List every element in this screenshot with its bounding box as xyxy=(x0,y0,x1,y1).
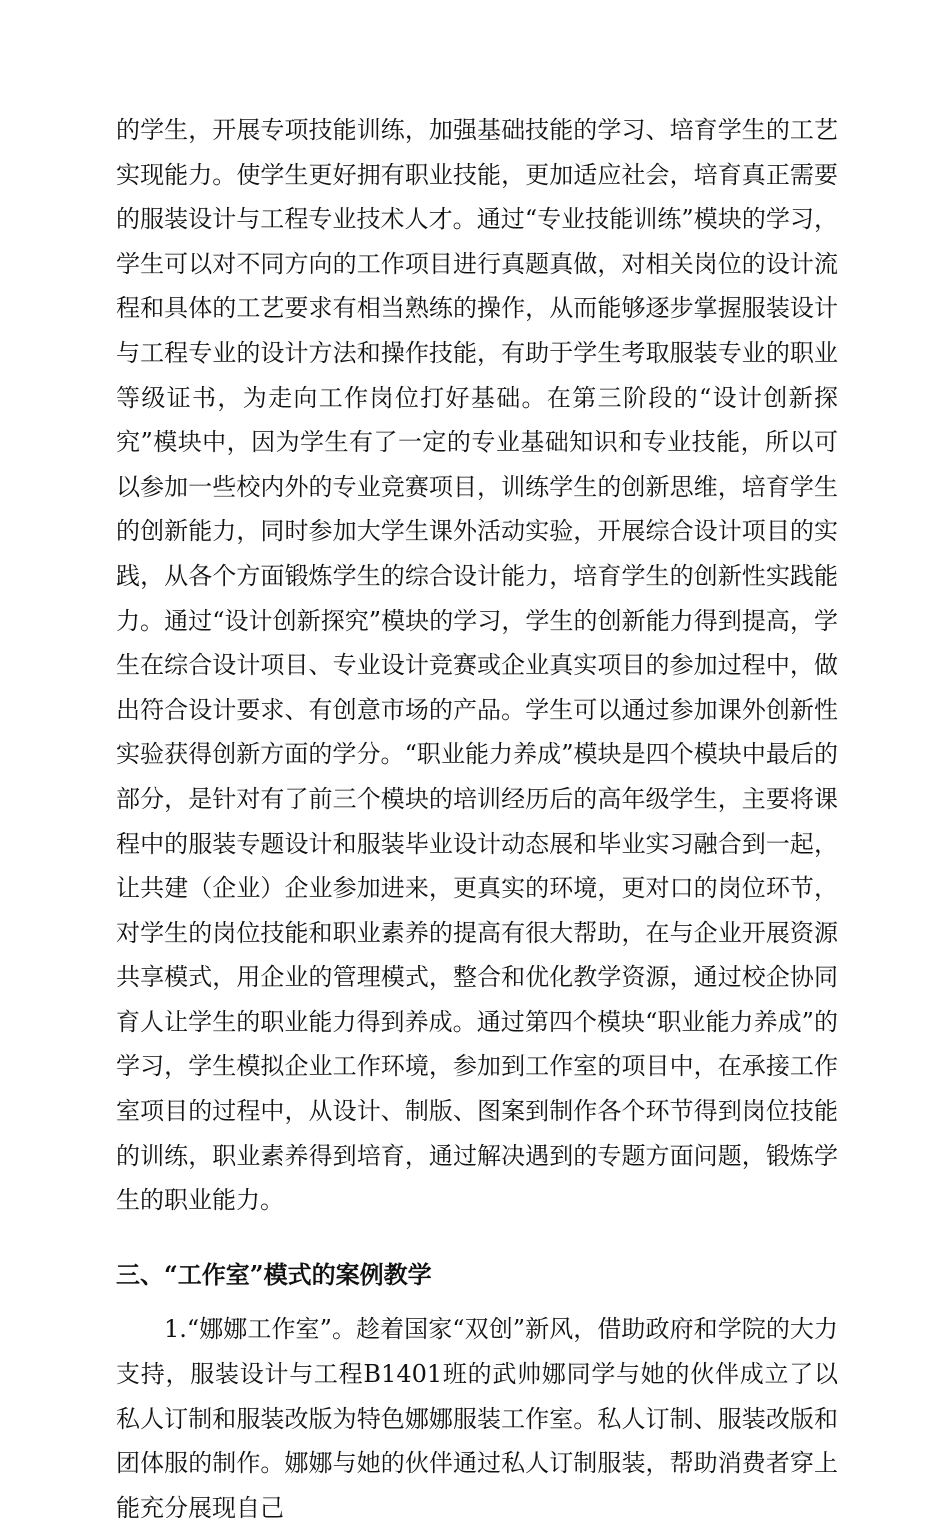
section-heading: 三、“工作室”模式的案例教学 xyxy=(116,1259,432,1289)
document-content xyxy=(116,108,838,1530)
body-paragraph-case-study: 1.“娜娜工作室”。趁着国家“双创”新风，借助政府和学院的大力支持，服装设计与工程B1401班的武帅娜同学与她的伙伴成立了以私人订制和服装改版为特色娜娜服装工作室。私人订制、服装改版和团体服的制作。娜娜与她的伙伴通过私人订制服装，帮助消费者穿上能充分展现自己 xyxy=(116,1315,838,1522)
body-paragraph-continued: 的学生，开展专项技能训练，加强基础技能的学习、培育学生的工艺实现能力。使学生更好拥有职业技能，更加适应社会，培育真正需要的服装设计与工程专业技术人才。通过“专业技能训练”模块的学习，学生可以对不同方向的工作项目进行真题真做，对相关岗位的设计流程和具体的工艺要求有相当熟练的操作，从而能够逐步掌握服装设计与工程专业的设计方法和操作技能，有助于学生考取服装专业的职业等级证书，为走向工作岗位打好基础。在第三阶段的“设计创新探究”模块中，因为学生有了一定的专业基础知识和专业技能，所以可以参加一些校内外的专业竞赛项目，训练学生的创新思维，培育学生的创新能力，同时参加大学生课外活动实验，开展综合设计项目的实践，从各个方面锻炼学生的综合设计能力，培育学生的创新性实践能力。通过“设计创新探究”模块的学习，学生的创新能力得到提高，学生在综合设计项目、专业设计竞赛或企业真实项目的参加过程中，做出符合设计要求、有创意市场的产品。学生可以通过参加课外创新性实验获得创新方面的学分。“职业能力养成”模块是四个模块中最后的部分，是针对有了前三个模块的培训经历后的高年级学生，主要将课程中的服装专题设计和服装毕业设计动态展和毕业实习融合到一起，让共建（企业）企业参加进来，更真实的环境，更对口的岗位环节，对学生的岗位技能和职业素养的提高有很大帮助，在与企业开展资源共享模式，用企业的管理模式，整合和优化教学资源，通过校企协同育人让学生的职业能力得到养成。通过第四个模块“职业能力养成”的学习，学生模拟企业工作环境，参加到工作室的项目中，在承接工作室项目的过程中，从设计、制版、图案到制作各个环节得到岗位技能的训练，职业素养得到培育，通过解决遇到的专题方面问题，锻炼学生的职业能力。 xyxy=(116,116,838,1215)
